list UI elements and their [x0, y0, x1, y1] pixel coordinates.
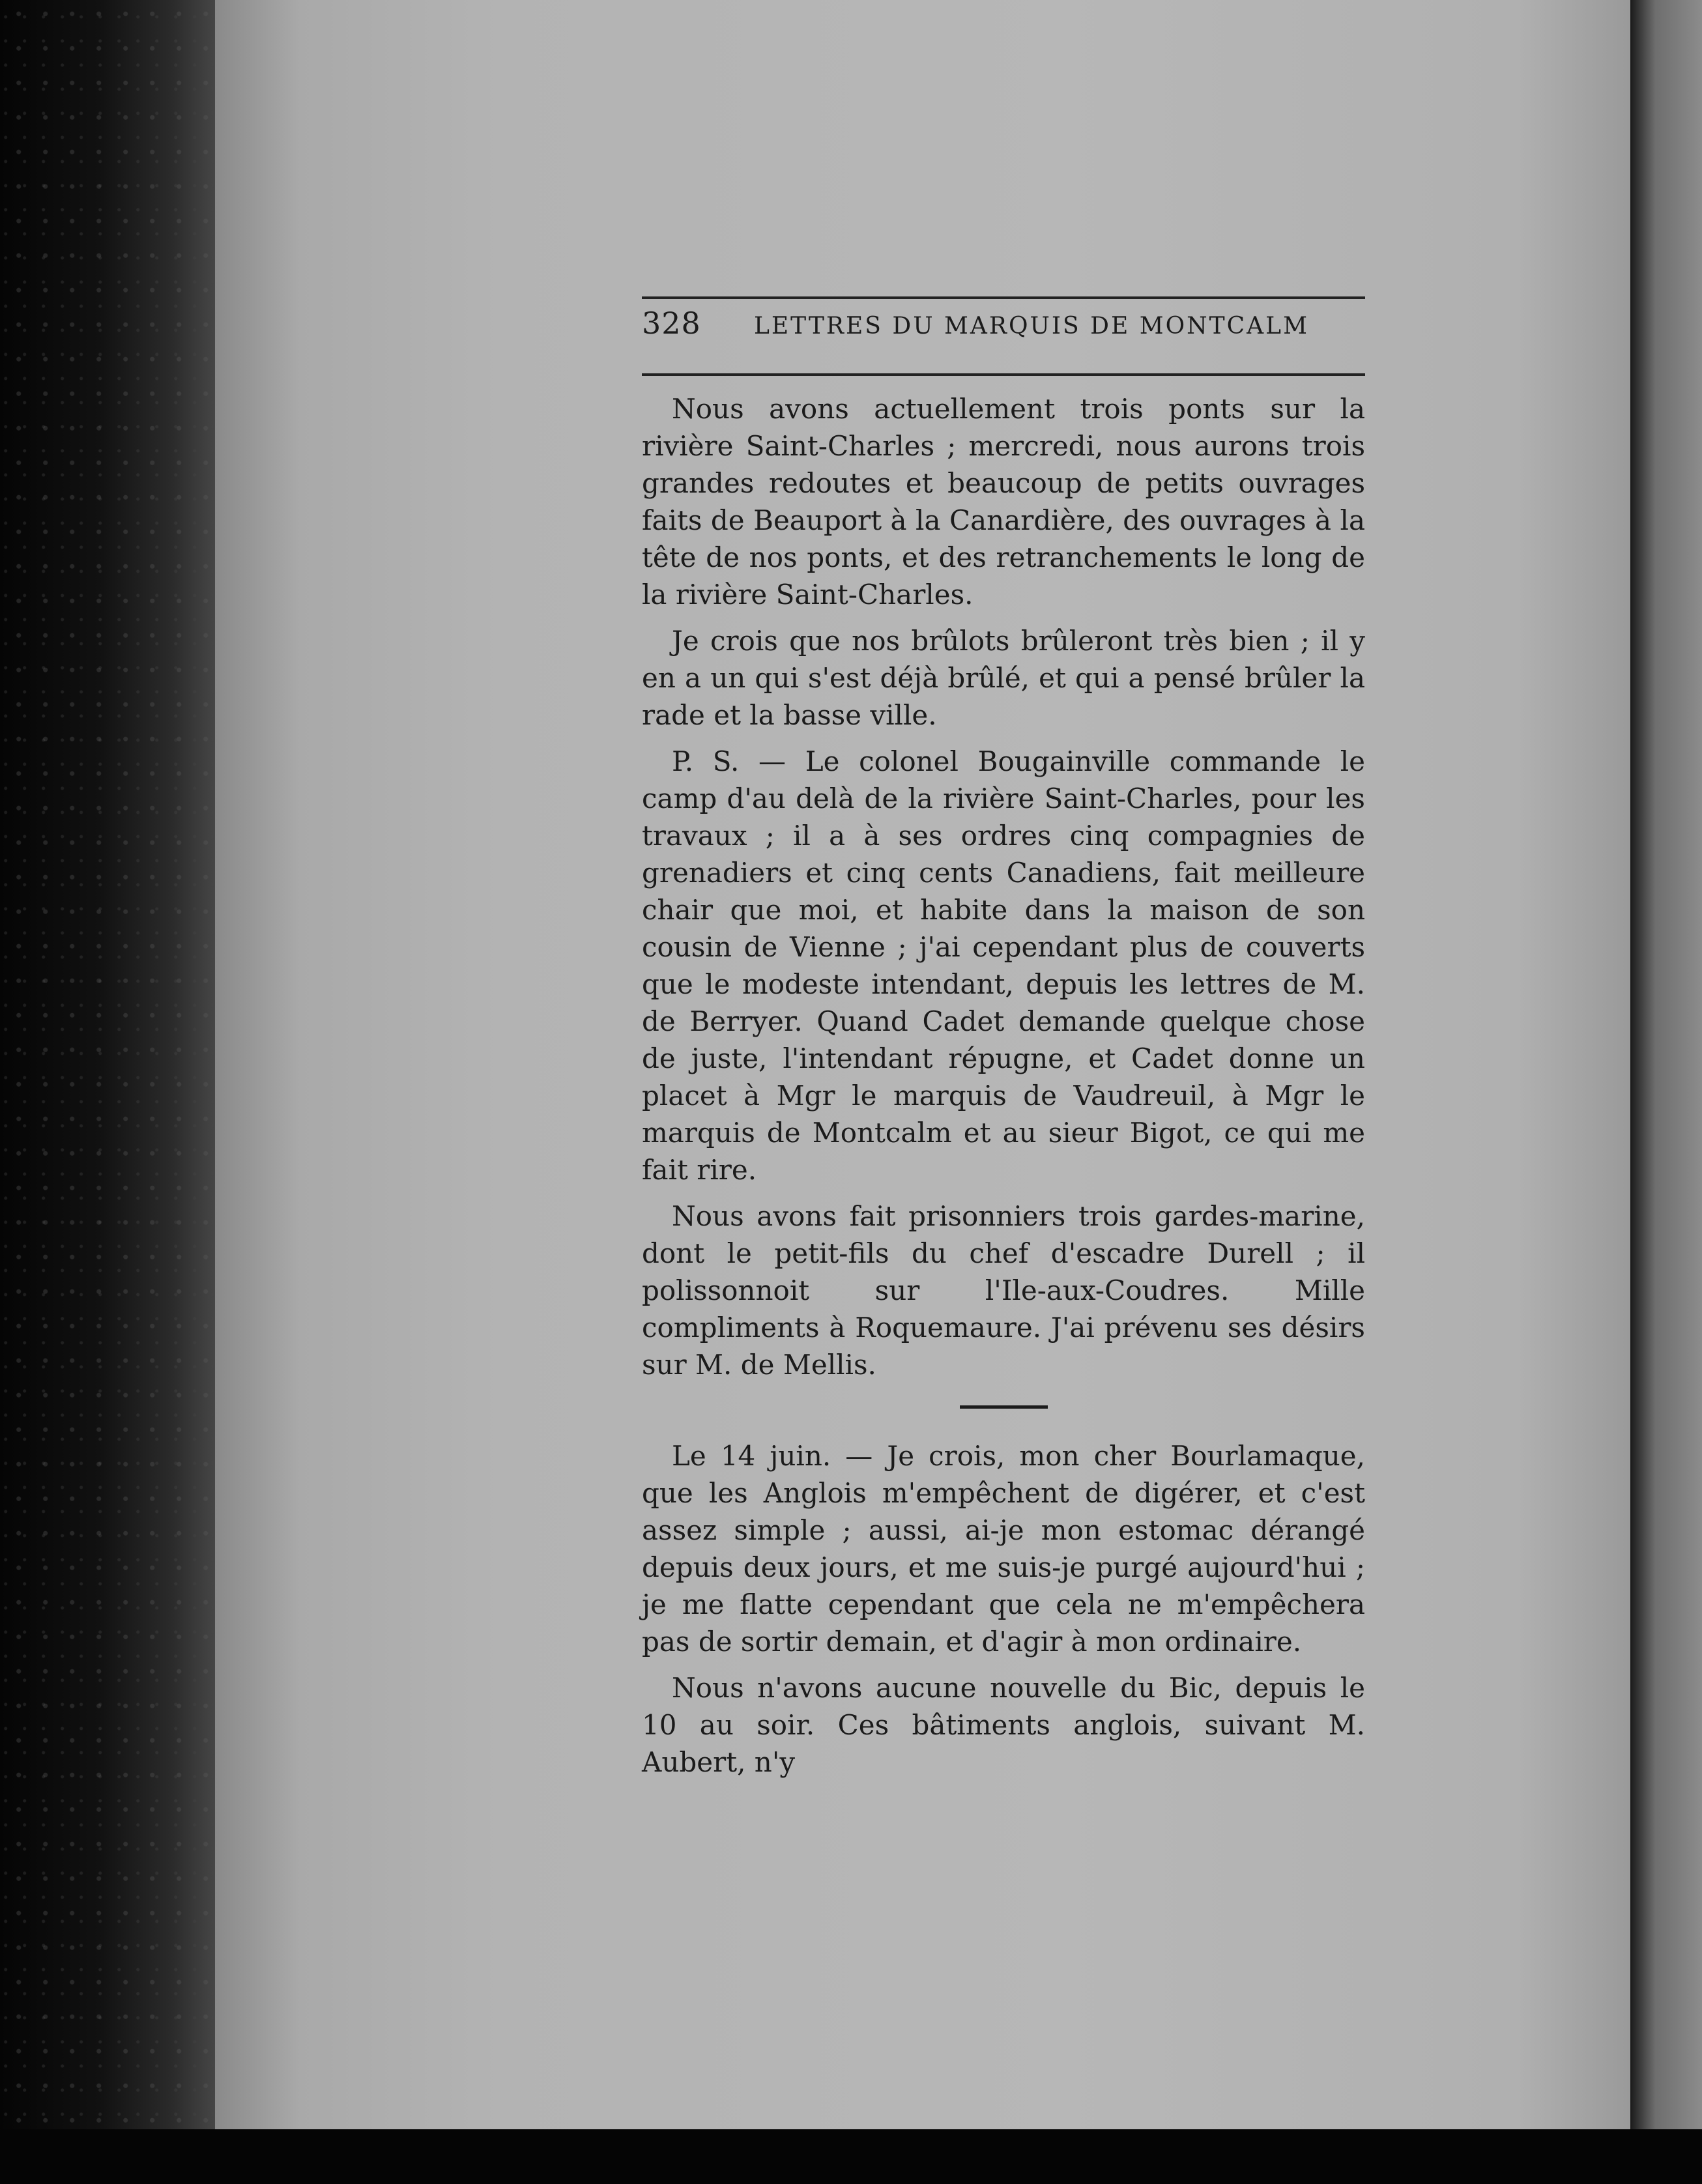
paragraph-bic-news: Nous n'avons aucune nouvelle du Bic, depuis le 10 au soir. Ces bâtiments anglois, suivant M. Aubert, n'y — [642, 1672, 1365, 1778]
header-rule-bottom — [642, 373, 1365, 376]
paragraph-bridges: Nous avons actuellement trois ponts sur la rivière Saint-Charles ; mercredi, nous aurons trois grandes redoutes et beaucoup de petits ouvrages faits de Beauport à la Canardière, des ouvrages à la tête de nos ponts, et des retranchements le long de la rivière Saint-Charles. — [642, 393, 1365, 611]
page-text-block — [642, 296, 1365, 1790]
page-body — [642, 390, 1365, 1781]
page-number: 328 — [642, 306, 701, 341]
adjacent-page-edge — [1630, 0, 1702, 2129]
paragraph-june-14: Le 14 juin. — Je crois, mon cher Bourlamaque, que les Anglois m'empêchent de digérer, et c'est assez simple ; aussi, ai-je mon estomac dérangé depuis deux jours, et me suis-je purgé aujourd'hui ; je me flatte cependant que cela ne m'empêchera pas de sortir demain, et d'agir à mon ordinaire. — [642, 1440, 1365, 1658]
paragraph-postscript: P. S. — Le colonel Bougainville commande le camp d'au delà de la rivière Saint-Charles, pour les travaux ; il a à ses ordres cinq compagnies de grenadiers et cinq cents Canadiens, fait meilleure chair que moi, et habite dans la maison de son cousin de Vienne ; j'ai cependant plus de couverts que le modeste intendant, depuis les lettres de M. de Berryer. Quand Cadet demande quelque chose de juste, l'intendant répugne, et Cadet donne un placet à Mgr le marquis de Vaudreuil, à Mgr le marquis de Montcalm et au sieur Bigot, ce qui me fait rire. — [642, 745, 1365, 1186]
running-header — [642, 299, 1365, 363]
scan-bottom-border — [0, 2129, 1702, 2184]
paragraph-fireships: Je crois que nos brûlots brûleront très bien ; il y en a un qui s'est déjà brûlé, et qui a pensé brûler la rade et la basse ville. — [642, 625, 1365, 731]
section-divider — [960, 1405, 1048, 1409]
book-binding-shadow — [0, 0, 222, 2184]
running-title: LETTRES DU MARQUIS DE MONTCALM — [754, 313, 1309, 339]
paragraph-prisoners: Nous avons fait prisonniers trois gardes-marine, dont le petit-fils du chef d'escadre Durell ; il polissonnoit sur l'Ile-aux-Coudres. Mille compliments à Roquemaure. J'ai prévenu ses désirs sur M. de Mellis. — [642, 1200, 1365, 1381]
